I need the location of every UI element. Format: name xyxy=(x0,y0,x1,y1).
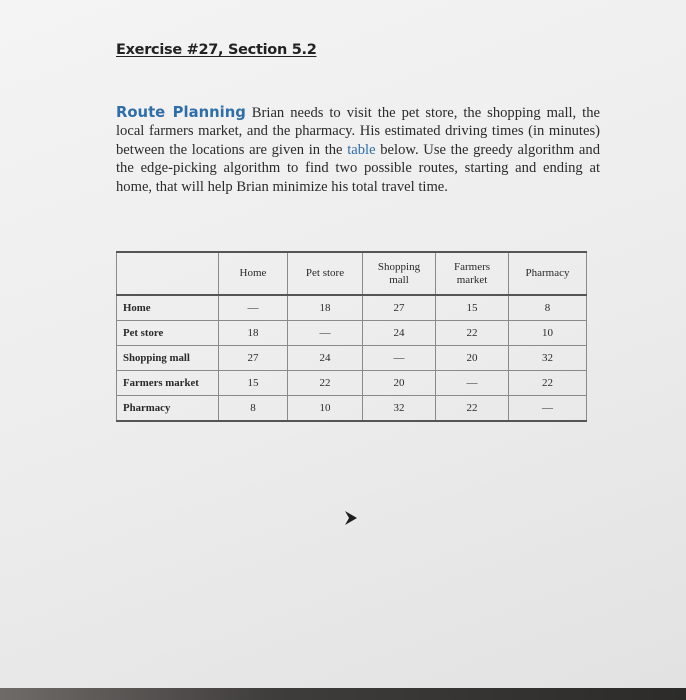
table-cell: 27 xyxy=(363,295,436,321)
column-header: Home xyxy=(219,252,288,295)
column-header xyxy=(363,252,436,295)
table-corner-cell xyxy=(117,252,219,295)
column-header xyxy=(436,252,509,295)
row-header: Shopping mall xyxy=(117,346,219,371)
table-cell: 20 xyxy=(363,371,436,396)
exercise-heading: Exercise #27, Section 5.2 xyxy=(116,42,317,58)
table-cell: 22 xyxy=(288,371,363,396)
problem-text-part-2: below. Use the greedy algorithm and the edge-picking algorithm to find two possible routes, starting and ending at home, that will help Brian minimize his total travel time. xyxy=(116,141,600,195)
table-header-row xyxy=(117,252,587,295)
table-cell: — xyxy=(219,295,288,321)
table-row xyxy=(117,321,587,346)
arrow-cursor-icon xyxy=(344,510,358,526)
problem-text-part-1: Brian needs to visit the pet store, the shopping mall, the local farmers market, and the pharmacy. His estimated driving times (in minutes) between the locations are given in the xyxy=(116,105,600,158)
table-row xyxy=(117,295,587,321)
column-header: Pet store xyxy=(288,252,363,295)
row-header: Pet store xyxy=(117,321,219,346)
table-cell: 10 xyxy=(288,396,363,422)
table-cell: 24 xyxy=(363,321,436,346)
row-header: Pharmacy xyxy=(117,396,219,422)
table-cell: 18 xyxy=(288,295,363,321)
desk-surface xyxy=(0,688,686,700)
table-cell: 22 xyxy=(436,396,509,422)
column-header: Pharmacy xyxy=(509,252,587,295)
table-row xyxy=(117,396,587,422)
column-header-text: Farmers market xyxy=(453,260,491,286)
table-cell: 24 xyxy=(288,346,363,371)
table-cell: — xyxy=(363,346,436,371)
row-header: Farmers market xyxy=(117,371,219,396)
table-row xyxy=(117,346,587,371)
table-link[interactable]: table xyxy=(347,141,376,158)
column-header-text: Shopping mall xyxy=(377,260,421,286)
table-cell: 32 xyxy=(363,396,436,422)
table-row xyxy=(117,371,587,396)
table-cell: 10 xyxy=(509,321,587,346)
table-cell: 22 xyxy=(436,321,509,346)
table-cell: 15 xyxy=(436,295,509,321)
row-header: Home xyxy=(117,295,219,321)
table-cell: — xyxy=(436,371,509,396)
driving-times-table xyxy=(116,251,587,422)
table-cell: 8 xyxy=(219,396,288,422)
table-cell: 27 xyxy=(219,346,288,371)
problem-title: Route Planning xyxy=(116,104,246,121)
table-cell: 20 xyxy=(436,346,509,371)
table-cell: — xyxy=(509,396,587,422)
table-cell: 32 xyxy=(509,346,587,371)
table-cell: — xyxy=(288,321,363,346)
table-cell: 18 xyxy=(219,321,288,346)
table-cell: 8 xyxy=(509,295,587,321)
table-cell: 22 xyxy=(509,371,587,396)
table-cell: 15 xyxy=(219,371,288,396)
problem-statement xyxy=(116,104,600,196)
